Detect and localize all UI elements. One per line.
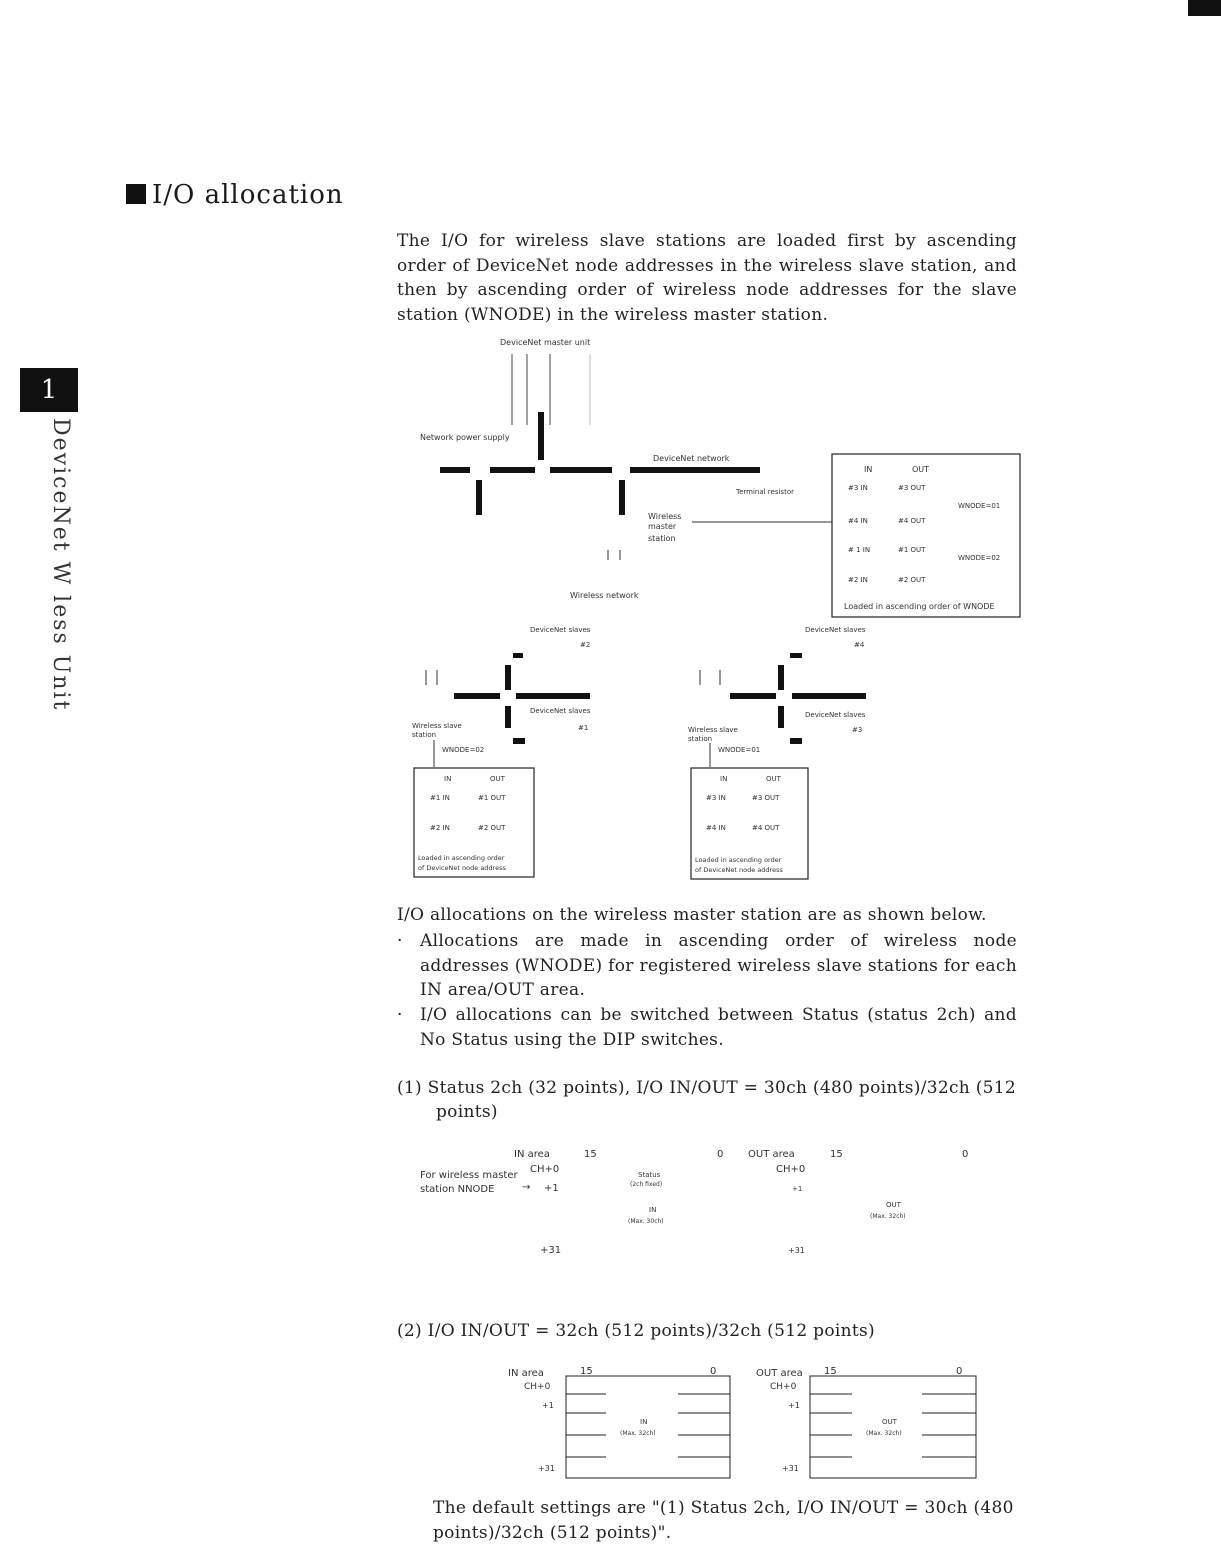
mode2-out-label: OUT — [882, 1418, 897, 1426]
mode2-out-box — [810, 1376, 976, 1478]
trunk-segment — [550, 467, 612, 473]
section-title-text: I/O allocation — [152, 180, 344, 210]
left-station-label-2: station — [412, 731, 437, 739]
mode2-in-bit15: 15 — [580, 1366, 593, 1377]
intro-paragraph: The I/O for wireless slave stations are loaded first by ascending order of DeviceNet node addresses in the wireless slave station, and then by ascending order of wireless node addresses for the slave station (WNODE) in the wireless master station. — [397, 231, 1017, 325]
mode1-out-bit0: 0 — [962, 1149, 969, 1160]
trunk-segment — [440, 467, 470, 473]
left-table-footer: of DeviceNet node address — [418, 864, 506, 872]
mode1-out-area-label: OUT area — [748, 1149, 795, 1160]
mode1-out-label: OUT — [886, 1201, 901, 1209]
master-col-in: IN — [864, 465, 873, 474]
trunk-segment — [490, 467, 535, 473]
mode1-out-ch0: CH+0 — [776, 1164, 806, 1175]
mode1-station-nnode-label: station NNODE — [420, 1184, 495, 1195]
mode1-out-bit15: 15 — [830, 1149, 843, 1160]
wireless-network-label: Wireless network — [570, 591, 639, 600]
mode2-in-area-label: IN area — [508, 1368, 544, 1379]
right-table-footer: Loaded in ascending order — [695, 856, 782, 864]
network-diagram — [400, 330, 1040, 890]
wireless-master-label-1: Wireless — [648, 512, 682, 521]
right-row-out: #4 OUT — [752, 824, 780, 832]
right-trunk — [730, 693, 776, 699]
master-row-out: #1 OUT — [898, 546, 926, 554]
master-row-in: #4 IN — [848, 517, 868, 525]
left-station-label-1: Wireless slave — [412, 722, 462, 730]
mode1-in-bit0: 0 — [717, 1149, 724, 1160]
mode2-in-ch1: +1 — [542, 1401, 554, 1410]
mode1-in-area-label: IN area — [514, 1149, 550, 1160]
mode2-out-bit15: 15 — [824, 1366, 837, 1377]
mode2-out-ch1: +1 — [788, 1401, 800, 1410]
corner-mark — [1188, 0, 1221, 16]
mode1-in-ch31: +31 — [540, 1245, 562, 1256]
right-slaves-bottom-num: #3 — [852, 726, 863, 734]
bullet-2 — [397, 1003, 1017, 1052]
bullet-dot-icon: · — [397, 931, 403, 951]
mode2-in-sub: (Max. 32ch) — [620, 1430, 656, 1437]
wireless-master-label-2: master — [648, 522, 677, 531]
right-wnode: WNODE=01 — [718, 746, 761, 754]
left-table-footer: Loaded in ascending order — [418, 854, 505, 862]
right-col-out: OUT — [766, 775, 781, 783]
mode1-out-sub: (Max. 32ch) — [870, 1213, 906, 1220]
left-row-in: #1 IN — [430, 794, 450, 802]
master-row-out: #2 OUT — [898, 576, 926, 584]
mode2-out-ch31: +31 — [782, 1464, 799, 1473]
mode1-heading: (1) Status 2ch (32 points), I/O IN/OUT = 30ch (480 points)/32ch (512 — [397, 1078, 1017, 1098]
master-row-out: #4 OUT — [898, 517, 926, 525]
allocations-lead: I/O allocations on the wireless master station are as shown below. — [397, 905, 987, 925]
right-trunk — [792, 693, 866, 699]
right-col-in: IN — [720, 775, 728, 783]
right-slaves-top-num: #4 — [854, 641, 865, 649]
right-row-in: #3 IN — [706, 794, 726, 802]
right-row-in: #4 IN — [706, 824, 726, 832]
master-row-out: #3 OUT — [898, 484, 926, 492]
left-slaves-top-num: #2 — [580, 641, 591, 649]
mode1-in-sub: (Max. 30ch) — [628, 1218, 664, 1225]
right-slaves-top-label: DeviceNet slaves — [805, 626, 866, 634]
mode2-in-box — [566, 1376, 730, 1478]
arrow-right-icon: → — [522, 1182, 531, 1193]
mode2-out-sub: (Max. 32ch) — [866, 1430, 902, 1437]
mode2-in-label: IN — [640, 1418, 648, 1426]
mode1-in-label: IN — [649, 1206, 657, 1214]
left-row-in: #2 IN — [430, 824, 450, 832]
mode1-status-label: Status — [638, 1171, 661, 1179]
chapter-title: DeviceNet W less Unit — [48, 418, 73, 712]
mode1-for-master-label: For wireless master — [420, 1170, 518, 1181]
mode2-out-bit0: 0 — [956, 1366, 963, 1377]
square-bullet-icon — [126, 184, 146, 204]
trunk-segment — [630, 467, 760, 473]
mode2-diagram — [500, 1360, 990, 1480]
left-col-in: IN — [444, 775, 452, 783]
wireless-master-label-3: station — [648, 534, 676, 543]
master-row-in: #3 IN — [848, 484, 868, 492]
mode1-out-ch31: +31 — [788, 1246, 805, 1255]
left-slaves-top-label: DeviceNet slaves — [530, 626, 591, 634]
default-settings-note: The default settings are "(1) Status 2ch, I/O IN/OUT = 30ch (480 points)/32ch (512 points)". — [433, 1498, 1014, 1543]
left-slaves-bottom-num: #1 — [578, 724, 589, 732]
power-supply-label: Network power supply — [420, 433, 510, 442]
mode1-in-ch1: +1 — [544, 1183, 559, 1194]
bullet-1-text: Allocations are made in ascending order of wireless node addresses (WNODE) for registered wireless slave stations for each IN area/OUT area. — [420, 931, 1017, 1000]
mode1-diagram — [414, 1140, 1014, 1265]
left-row-out: #1 OUT — [478, 794, 506, 802]
mode2-out-area-label: OUT area — [756, 1368, 803, 1379]
mode1-heading-cont: points) — [436, 1102, 498, 1122]
right-station-label-1: Wireless slave — [688, 726, 738, 734]
drop-bar — [619, 480, 625, 515]
master-table-footer: Loaded in ascending order of WNODE — [844, 602, 995, 611]
left-col-out: OUT — [490, 775, 505, 783]
mode2-in-ch0: CH+0 — [524, 1382, 551, 1392]
bullet-1 — [397, 929, 1017, 1003]
right-station-label-2: station — [688, 735, 713, 743]
master-wnode-02: WNODE=02 — [958, 554, 1001, 562]
mode2-in-bit0: 0 — [710, 1366, 717, 1377]
mode2-in-ch31: +31 — [538, 1464, 555, 1473]
master-unit-label: DeviceNet master unit — [500, 338, 591, 347]
mode2-heading: (2) I/O IN/OUT = 32ch (512 points)/32ch (512 points) — [397, 1321, 875, 1341]
master-row-in: # 1 IN — [848, 546, 871, 554]
bullet-2-text: I/O allocations can be switched between Status (status 2ch) and No Status using the DIP switches. — [420, 1005, 1017, 1050]
terminal-resistor-label: Terminal resistor — [736, 488, 794, 496]
network-label: DeviceNet network — [653, 454, 730, 463]
mode1-in-bit15: 15 — [584, 1149, 597, 1160]
left-wnode: WNODE=02 — [442, 746, 485, 754]
right-table-footer: of DeviceNet node address — [695, 866, 783, 874]
left-slaves-bottom-label: DeviceNet slaves — [530, 707, 591, 715]
left-row-out: #2 OUT — [478, 824, 506, 832]
mode2-out-ch0: CH+0 — [770, 1382, 797, 1392]
master-col-out: OUT — [912, 465, 930, 474]
section-title — [126, 180, 344, 210]
mode1-status-sub: (2ch fixed) — [630, 1181, 663, 1188]
chapter-number: 1 — [20, 368, 78, 412]
master-drop-bar — [538, 412, 544, 460]
mode1-out-ch1: +1 — [792, 1185, 803, 1193]
master-io-table — [832, 454, 1020, 617]
right-slaves-bottom-label: DeviceNet slaves — [805, 711, 866, 719]
bullet-dot-icon: · — [397, 1005, 403, 1025]
drop-bar — [476, 480, 482, 515]
master-wnode-01: WNODE=01 — [958, 502, 1001, 510]
right-row-out: #3 OUT — [752, 794, 780, 802]
master-row-in: #2 IN — [848, 576, 868, 584]
left-trunk — [516, 693, 590, 699]
mode1-in-ch0: CH+0 — [530, 1164, 560, 1175]
left-trunk — [454, 693, 500, 699]
